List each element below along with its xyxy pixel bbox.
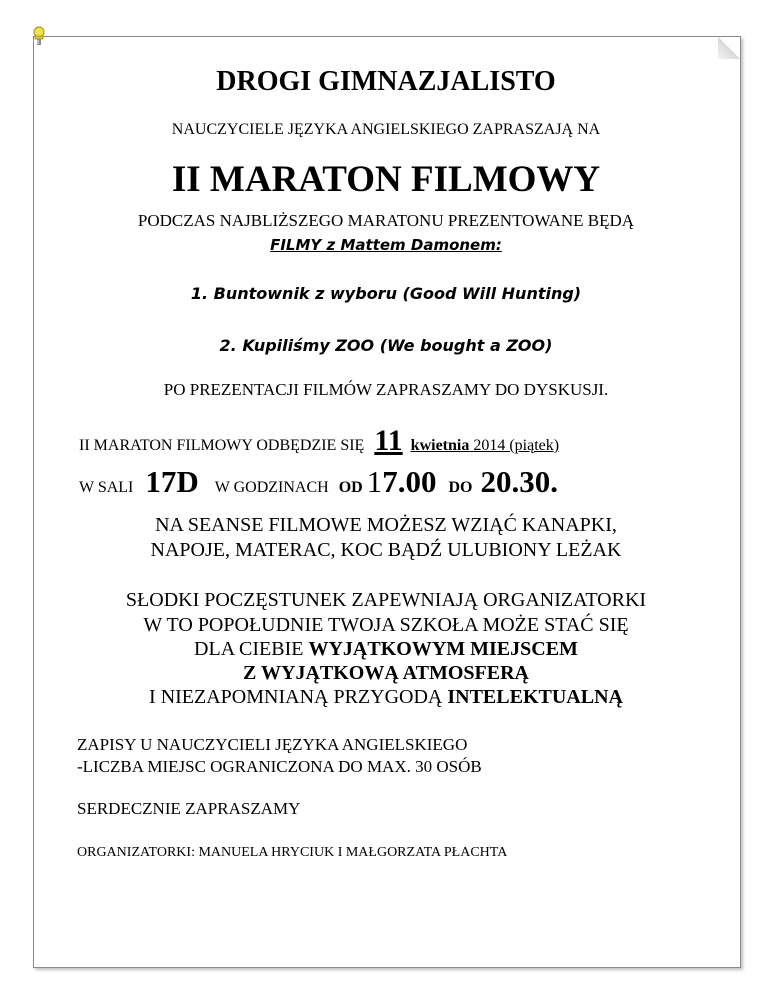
promo-line-5 [33,686,739,709]
event-name: II MARATON FILMOWY [171,159,601,200]
promo-line-5-prefix: I NIEZAPOMNIANĄ PRZYGODĄ [149,686,443,708]
closing-text: SERDECZNIE ZAPRASZAMY [77,799,301,818]
pushpin-icon [32,26,46,46]
promo-line-3-bold: WYJĄTKOWYM MIEJSCEM [308,638,578,660]
date-day: 11 [374,424,403,457]
bring-line-1: NA SEANSE FILMOWE MOŻESZ WZIĄĆ KANAPKI, [155,514,617,536]
date-prefix: II MARATON FILMOWY ODBĘDZIE SIĘ [79,437,365,454]
film-item-1: 1. Buntownik z wyboru (Good Will Hunting) [190,284,582,303]
film-item-2: 2. Kupiliśmy ZOO (We bought a ZOO) [219,336,553,355]
room-number: 17D [145,464,199,499]
discussion-text: PO PREZENTACJI FILMÓW ZAPRASZAMY DO DYSKUSJI. [163,380,609,399]
to-label: DO [448,479,473,496]
promo-line-5-bold: INTELEKTUALNĄ [447,686,623,708]
organizers-text: ORGANIZATORKI: MANUELA HRYCIUK I MAŁGORZATA PŁACHTA [77,845,508,860]
promo-line-3-prefix: DLA CIEBIE [194,638,304,660]
page-title: DROGI GIMNAZJALISTO [216,66,556,97]
from-first-digit: 1 [366,464,383,499]
room-label: W SALI [79,479,134,496]
intro-text: NAUCZYCIELE JĘZYKA ANGIELSKIEGO ZAPRASZAJĄ NA [171,121,601,138]
date-line [79,424,559,458]
time-line [79,464,558,500]
presenting-text: PODCZAS NAJBLIŻSZEGO MARATONU PREZENTOWANE BĘDĄ [137,211,635,230]
promo-line-4: Z WYJĄTKOWĄ ATMOSFERĄ [243,662,529,684]
from-label: OD [338,479,363,496]
date-rest: 2014 (piątek) [473,437,560,454]
promo-line-2: W TO POPOŁUDNIE TWOJA SZKOŁA MOŻE STAĆ SIĘ [143,614,629,636]
date-month: kwietnia [410,437,470,454]
promo-line-1: SŁODKI POCZĘSTUNEK ZAPEWNIAJĄ ORGANIZATORKI [125,589,647,611]
hours-label: W GODZINACH [214,479,329,496]
page-curl [718,37,740,59]
films-heading: FILMY z Mattem Damonem: [270,236,502,254]
bring-line-2: NAPOJE, MATERAC, KOC BĄDŹ ULUBIONY LEŻAK [150,539,622,561]
signup-line-2: -LICZBA MIEJSC OGRANICZONA DO MAX. 30 OSÓB [77,757,482,776]
signup-line-1: ZAPISY U NAUCZYCIELI JĘZYKA ANGIELSKIEGO [77,735,468,754]
from-time: 7.00 [382,464,437,499]
to-time: 20.30. [480,464,558,499]
promo-line-3 [33,638,739,661]
